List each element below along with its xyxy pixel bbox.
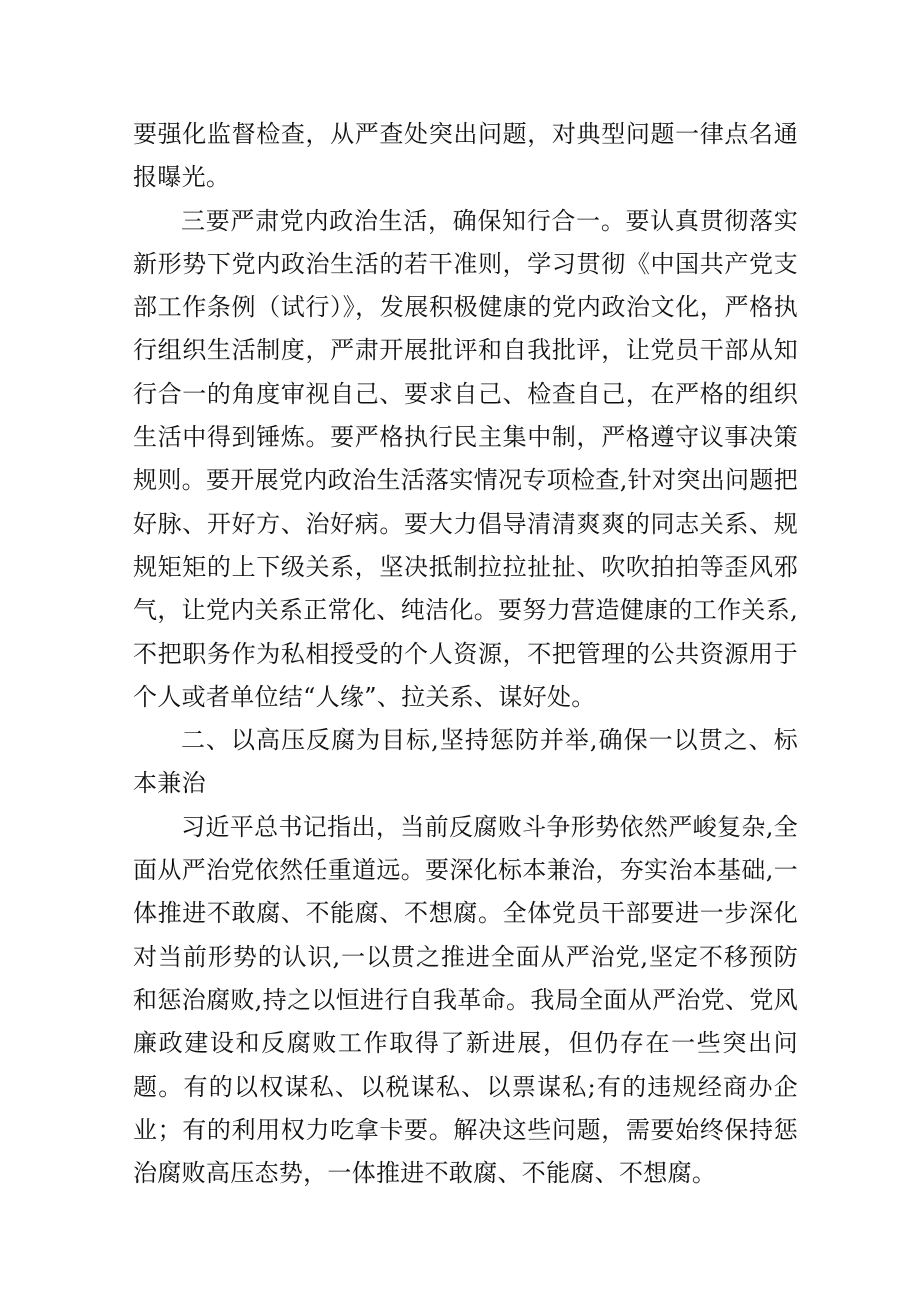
paragraph-continuation: 要强化监督检查，从严查处突出问题，对典型问题一律点名通报曝光。 — [133, 120, 798, 192]
document-body — [133, 113, 798, 1195]
paragraph-three-political-life: 三要严肃党内政治生活，确保知行合一。要认真贯彻落实新形势下党内政治生活的若干准则，学习贯彻《中国共产党支部工作条例（试行）》，发展积极健康的党内政治文化，严格执行组织生活制度，严肃开展批评和自我批评，让党员干部从知行合一的角度审视自己、要求自己、检查自己，在严格的组织生活中得到锤炼。要严格执行民主集中制，严格遵守议事决策规则。要开展党内政治生活落实情况专项检查,针对突出问题把好脉、开好方、治好病。要大力倡导清清爽爽的同志关系、规规矩矩的上下级关系，坚决抵制拉拉扯扯、吹吹拍拍等歪风邪气，让党内关系正常化、纯洁化。要努力营造健康的工作关系,不把职务作为私相授受的个人资源，不把管理的公共资源用于个人或者单位结“人缘”、拉关系、谋好处。 — [133, 206, 798, 711]
paragraph-anti-corruption: 习近平总书记指出，当前反腐败斗争形势依然严峻复杂,全面从严治党依然任重道远。要深化标本兼治，夯实治本基础,一体推进不敢腐、不能腐、不想腐。全体党员干部要进一步深化对当前形势的认识,一以贯之推进全面从严治党,坚定不移预防和惩治腐败,持之以恒进行自我革命。我局全面从严治党、党风廉政建设和反腐败工作取得了新进展，但仍存在一些突出问题。有的以权谋私、以税谋私、以票谋私;有的违规经商办企业；有的利用权力吃拿卡要。解决这些问题，需要始终保持惩治腐败高压态势，一体推进不敢腐、不能腐、不想腐。 — [133, 812, 798, 1188]
section-heading-two: 二、以高压反腐为目标,坚持惩防并举,确保一以贯之、标本兼治 — [133, 726, 798, 798]
